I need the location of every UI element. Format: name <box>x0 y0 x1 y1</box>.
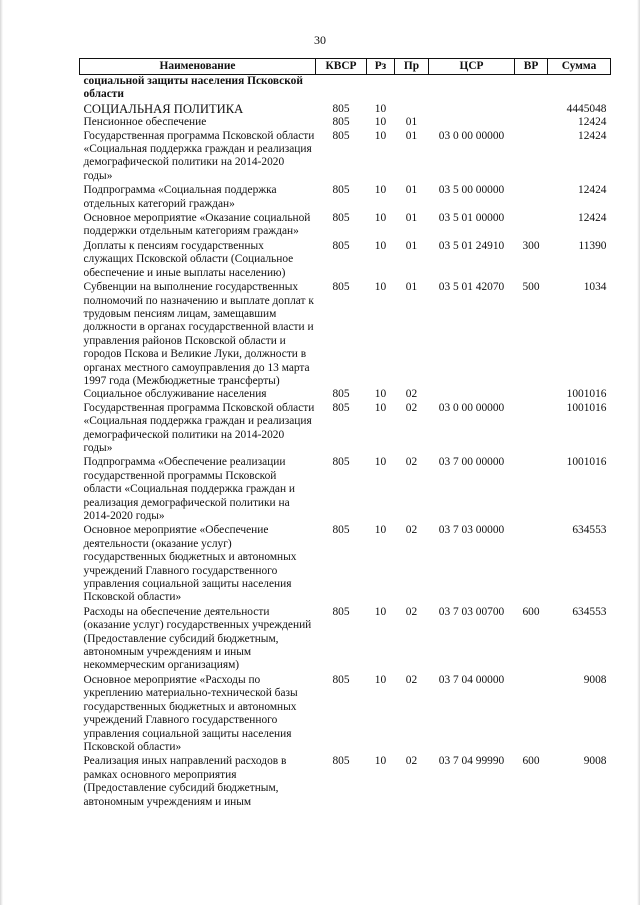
table-row <box>80 116 611 129</box>
row-name: Подпрограмма «Социальная поддержка отдельных категорий граждан» <box>83 184 277 210</box>
row-name: Государственная программа Псковской области «Социальная поддержка граждан и реализация демографической политики на 2014-2020 годы» <box>83 401 315 454</box>
row-kvsr: 805 <box>332 388 350 401</box>
row-sum: 634553 <box>572 524 607 537</box>
row-pr <box>395 75 429 102</box>
row-rz <box>367 75 395 102</box>
row-rz: 10 <box>374 605 387 618</box>
row-kvsr: 805 <box>332 524 350 537</box>
row-sum: 1034 <box>583 281 607 294</box>
row-name: Подпрограмма «Обеспечение реализации государственной программы Псковской области «Социальная поддержка граждан и реализация демографической политики на 2014-2020 годы» <box>83 456 295 522</box>
row-kvsr: 805 <box>332 281 350 294</box>
row-sum: 11390 <box>578 239 607 252</box>
row-csr: 03 5 01 24910 <box>438 239 505 252</box>
row-kvsr: 805 <box>332 401 350 414</box>
row-csr: 03 7 04 00000 <box>438 673 505 686</box>
row-kvsr: 805 <box>332 605 350 618</box>
row-pr: 02 <box>405 524 418 537</box>
table-row <box>80 455 611 523</box>
row-csr: 03 0 00 00000 <box>438 129 505 142</box>
table-row <box>80 211 611 239</box>
row-vr <box>515 523 548 604</box>
row-csr: 03 7 04 99990 <box>438 755 505 768</box>
row-pr: 01 <box>405 281 418 294</box>
row-csr <box>429 116 515 129</box>
row-csr: 03 5 01 42070 <box>438 281 505 294</box>
row-name: Социальное обслуживание населения <box>83 388 267 401</box>
row-pr: 01 <box>405 184 418 197</box>
row-name: СОЦИАЛЬНАЯ ПОЛИТИКА <box>83 101 244 116</box>
row-rz: 10 <box>374 281 387 294</box>
row-rz: 10 <box>374 524 387 537</box>
row-kvsr: 805 <box>332 673 350 686</box>
row-csr <box>429 388 515 401</box>
row-csr: 03 7 03 00000 <box>438 524 505 537</box>
table-row <box>80 605 611 673</box>
header-pr: Пр <box>395 59 429 75</box>
row-name: Реализация иных направлений расходов в рамках основного мероприятия (Предоставление субсидий бюджетным, автономным учреждениям и иным <box>83 755 287 808</box>
row-name: Субвенции на выполнение государственных полномочий по назначению и выплате доплат к трудовым пенсиям лицам, замещавшим должности в органах государственной власти и управления районов Псковской области и городов Пскова и Великие Луки, должности в органах местного самоуправления до 13 марта 1997 года (Межбюджетные трансферты) <box>83 281 314 387</box>
header-rz: Рз <box>367 59 395 75</box>
table-row <box>80 754 611 809</box>
row-sum: 4445048 <box>566 102 607 115</box>
row-name: Основное мероприятие «Оказание социальной поддержки отдельным категориям граждан» <box>83 212 311 238</box>
row-name: Основное мероприятие «Расходы по укреплению материально-технической базы государственных бюджетных и автономных учреждений Главного государственного управления социальной защиты населения Псковской области» <box>83 673 298 753</box>
row-rz: 10 <box>374 184 387 197</box>
row-kvsr: 805 <box>332 755 350 768</box>
row-vr <box>515 402 548 456</box>
row-kvsr: 805 <box>332 212 350 225</box>
row-sum: 12424 <box>578 116 607 129</box>
row-pr: 01 <box>405 116 418 129</box>
budget-table <box>79 58 611 809</box>
table-header-row <box>80 59 611 75</box>
header-sum: Сумма <box>548 59 611 75</box>
row-kvsr: 805 <box>332 184 350 197</box>
row-sum: 9008 <box>583 673 607 686</box>
row-kvsr <box>316 75 367 102</box>
row-vr <box>515 130 548 184</box>
row-sum: 12424 <box>578 184 607 197</box>
row-pr: 02 <box>405 605 418 618</box>
row-vr: 300 <box>522 239 540 252</box>
row-sum <box>548 75 611 102</box>
row-pr: 02 <box>405 401 418 414</box>
row-rz: 10 <box>374 456 387 469</box>
row-sum: 1001016 <box>566 456 607 469</box>
row-rz: 10 <box>374 212 387 225</box>
row-csr: 03 7 03 00700 <box>438 605 505 618</box>
row-rz: 10 <box>374 129 387 142</box>
row-kvsr: 805 <box>332 239 350 252</box>
row-sum: 1001016 <box>566 401 607 414</box>
row-vr <box>515 388 548 401</box>
header-kvsr: КВСР <box>316 59 367 75</box>
row-rz: 10 <box>374 673 387 686</box>
row-kvsr: 805 <box>332 102 350 115</box>
header-name: Наименование <box>80 59 316 75</box>
row-rz: 10 <box>374 755 387 768</box>
row-csr: 03 5 01 00000 <box>438 212 505 225</box>
row-sum: 634553 <box>572 605 607 618</box>
page-number: 30 <box>314 33 326 47</box>
table-row <box>80 183 611 211</box>
table-row <box>80 523 611 604</box>
row-pr: 01 <box>405 212 418 225</box>
row-vr <box>515 183 548 211</box>
header-csr: ЦСР <box>429 59 515 75</box>
scan-edge-left <box>0 0 3 905</box>
row-pr <box>395 102 429 116</box>
table-row <box>80 402 611 456</box>
table-row <box>80 130 611 184</box>
row-vr: 600 <box>522 755 540 768</box>
row-csr <box>429 102 515 116</box>
row-kvsr: 805 <box>332 129 350 142</box>
row-csr: 03 5 00 00000 <box>438 184 505 197</box>
row-sum: 1001016 <box>566 388 607 401</box>
table-row <box>80 280 611 388</box>
row-kvsr: 805 <box>332 116 350 129</box>
row-pr: 01 <box>405 129 418 142</box>
table-row <box>80 239 611 280</box>
row-pr: 02 <box>405 456 418 469</box>
row-name: Расходы на обеспечение деятельности (оказание услуг) государственных учреждений (Предоставление субсидий бюджетным, автономным учреждениям и иным некоммерческим организациям) <box>83 605 312 672</box>
row-kvsr: 805 <box>332 456 350 469</box>
row-sum: 9008 <box>583 755 607 768</box>
table-row <box>80 673 611 754</box>
row-rz: 10 <box>374 116 387 129</box>
table-row <box>80 388 611 401</box>
table-row <box>80 102 611 116</box>
row-rz: 10 <box>374 401 387 414</box>
row-vr <box>515 673 548 754</box>
row-vr <box>515 116 548 129</box>
row-name: Пенсионное обеспечение <box>83 116 207 129</box>
row-pr: 02 <box>405 755 418 768</box>
row-vr <box>515 211 548 239</box>
row-sum: 12424 <box>578 212 607 225</box>
row-csr: 03 7 00 00000 <box>438 456 505 469</box>
row-rz: 10 <box>374 388 387 401</box>
row-vr <box>515 102 548 116</box>
row-csr <box>429 75 515 102</box>
row-pr: 01 <box>405 239 418 252</box>
row-rz: 10 <box>374 239 387 252</box>
row-name: Государственная программа Псковской области «Социальная поддержка граждан и реализация демографической политики на 2014-2020 годы» <box>83 129 315 182</box>
row-rz: 10 <box>374 102 387 115</box>
row-vr: 500 <box>522 281 540 294</box>
header-vr: ВР <box>515 59 548 75</box>
row-vr: 600 <box>522 605 540 618</box>
row-name: Доплаты к пенсиям государственных служащих Псковской области (Социальное обеспечение и иные выплаты населению) <box>83 239 294 279</box>
row-csr: 03 0 00 00000 <box>438 401 505 414</box>
table-row <box>80 75 611 102</box>
row-pr: 02 <box>405 388 418 401</box>
row-pr: 02 <box>405 673 418 686</box>
row-name: Основное мероприятие «Обеспечение деятельности (оказание услуг) государственных бюджетных и автономных учреждений Главного государственного управления социальной защиты населения Псковской области» <box>83 524 297 604</box>
row-name: социальной защиты населения Псковской области <box>83 75 303 101</box>
row-sum: 12424 <box>578 129 607 142</box>
row-vr <box>515 455 548 523</box>
row-vr <box>515 75 548 102</box>
